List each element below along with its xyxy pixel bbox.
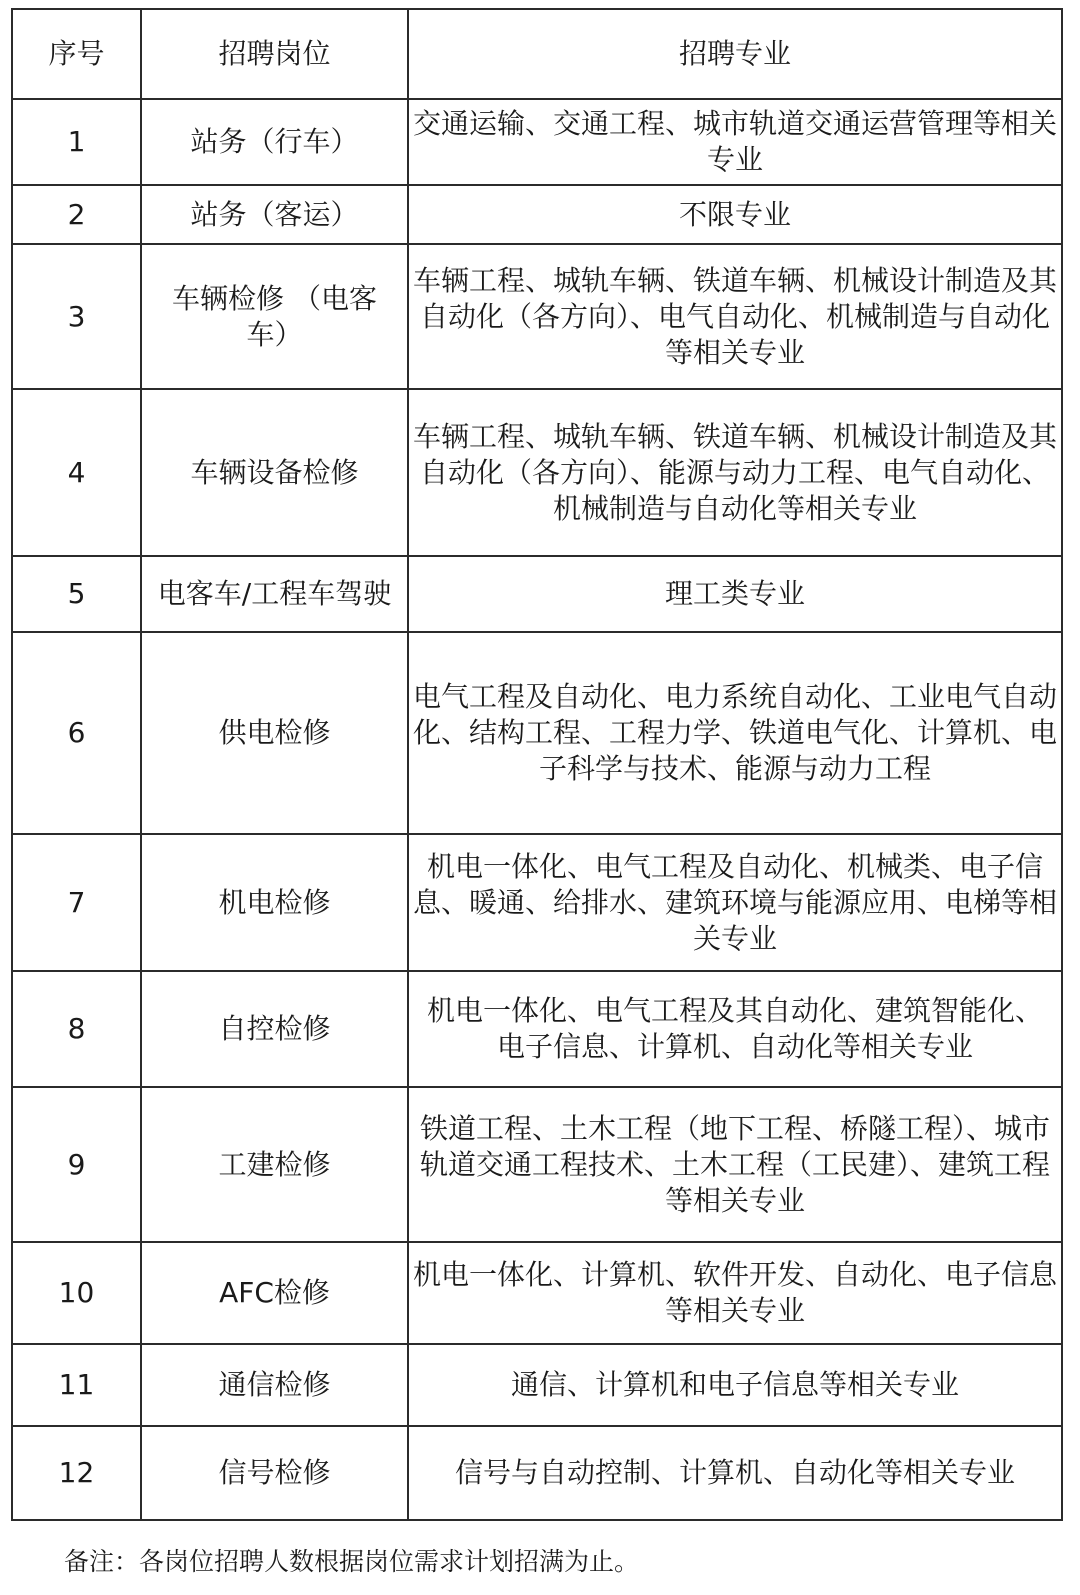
table-row	[12, 185, 1062, 244]
row-no: 1	[12, 99, 141, 185]
header-position: 招聘岗位	[141, 9, 408, 99]
row-position: 信号检修	[141, 1426, 408, 1520]
row-position: 工建检修	[141, 1087, 408, 1242]
row-position: 车辆检修 （电客车）	[141, 244, 408, 389]
row-position: 站务（客运）	[141, 185, 408, 244]
row-position: 站务（行车）	[141, 99, 408, 185]
row-position: 通信检修	[141, 1344, 408, 1426]
row-no: 12	[12, 1426, 141, 1520]
row-no: 3	[12, 244, 141, 389]
row-major: 信号与自动控制、计算机、自动化等相关专业	[408, 1426, 1062, 1520]
footnote: 备注：各岗位招聘人数根据岗位需求计划招满为止。	[64, 1547, 640, 1576]
row-major: 车辆工程、城轨车辆、铁道车辆、机械设计制造及其自动化（各方向）、能源与动力工程、电气自动化、机械制造与自动化等相关专业	[408, 389, 1062, 556]
row-major: 电气工程及自动化、电力系统自动化、工业电气自动化、结构工程、工程力学、铁道电气化、计算机、电子科学与技术、能源与动力工程	[408, 632, 1062, 834]
row-no: 2	[12, 185, 141, 244]
row-major: 理工类专业	[408, 556, 1062, 632]
table-row	[12, 1087, 1062, 1242]
table-row	[12, 632, 1062, 834]
row-no: 6	[12, 632, 141, 834]
table-row	[12, 244, 1062, 389]
row-no: 7	[12, 834, 141, 971]
table-row	[12, 99, 1062, 185]
row-major: 不限专业	[408, 185, 1062, 244]
row-no: 11	[12, 1344, 141, 1426]
row-no: 9	[12, 1087, 141, 1242]
row-major: 机电一体化、计算机、软件开发、自动化、电子信息等相关专业	[408, 1242, 1062, 1344]
row-no: 4	[12, 389, 141, 556]
table-row	[12, 971, 1062, 1087]
row-no: 10	[12, 1242, 141, 1344]
row-major: 交通运输、交通工程、城市轨道交通运营管理等相关专业	[408, 99, 1062, 185]
row-position: 机电检修	[141, 834, 408, 971]
header-row	[12, 9, 1062, 99]
row-position: 电客车/工程车驾驶	[141, 556, 408, 632]
row-major: 机电一体化、电气工程及其自动化、建筑智能化、电子信息、计算机、自动化等相关专业	[408, 971, 1062, 1087]
row-major: 车辆工程、城轨车辆、铁道车辆、机械设计制造及其自动化（各方向）、电气自动化、机械制造与自动化等相关专业	[408, 244, 1062, 389]
recruitment-table	[11, 8, 1063, 1521]
header-no: 序号	[12, 9, 141, 99]
table-row	[12, 1344, 1062, 1426]
row-position: 自控检修	[141, 971, 408, 1087]
row-position: 供电检修	[141, 632, 408, 834]
header-major: 招聘专业	[408, 9, 1062, 99]
row-no: 8	[12, 971, 141, 1087]
table-row	[12, 1426, 1062, 1520]
row-position: AFC检修	[141, 1242, 408, 1344]
row-major: 通信、计算机和电子信息等相关专业	[408, 1344, 1062, 1426]
row-major: 机电一体化、电气工程及自动化、机械类、电子信息、暖通、给排水、建筑环境与能源应用、电梯等相关专业	[408, 834, 1062, 971]
table-row	[12, 834, 1062, 971]
table-row	[12, 556, 1062, 632]
table-row	[12, 1242, 1062, 1344]
row-major: 铁道工程、土木工程（地下工程、桥隧工程）、城市轨道交通工程技术、土木工程（工民建）、建筑工程等相关专业	[408, 1087, 1062, 1242]
row-no: 5	[12, 556, 141, 632]
row-position: 车辆设备检修	[141, 389, 408, 556]
table-row	[12, 389, 1062, 556]
